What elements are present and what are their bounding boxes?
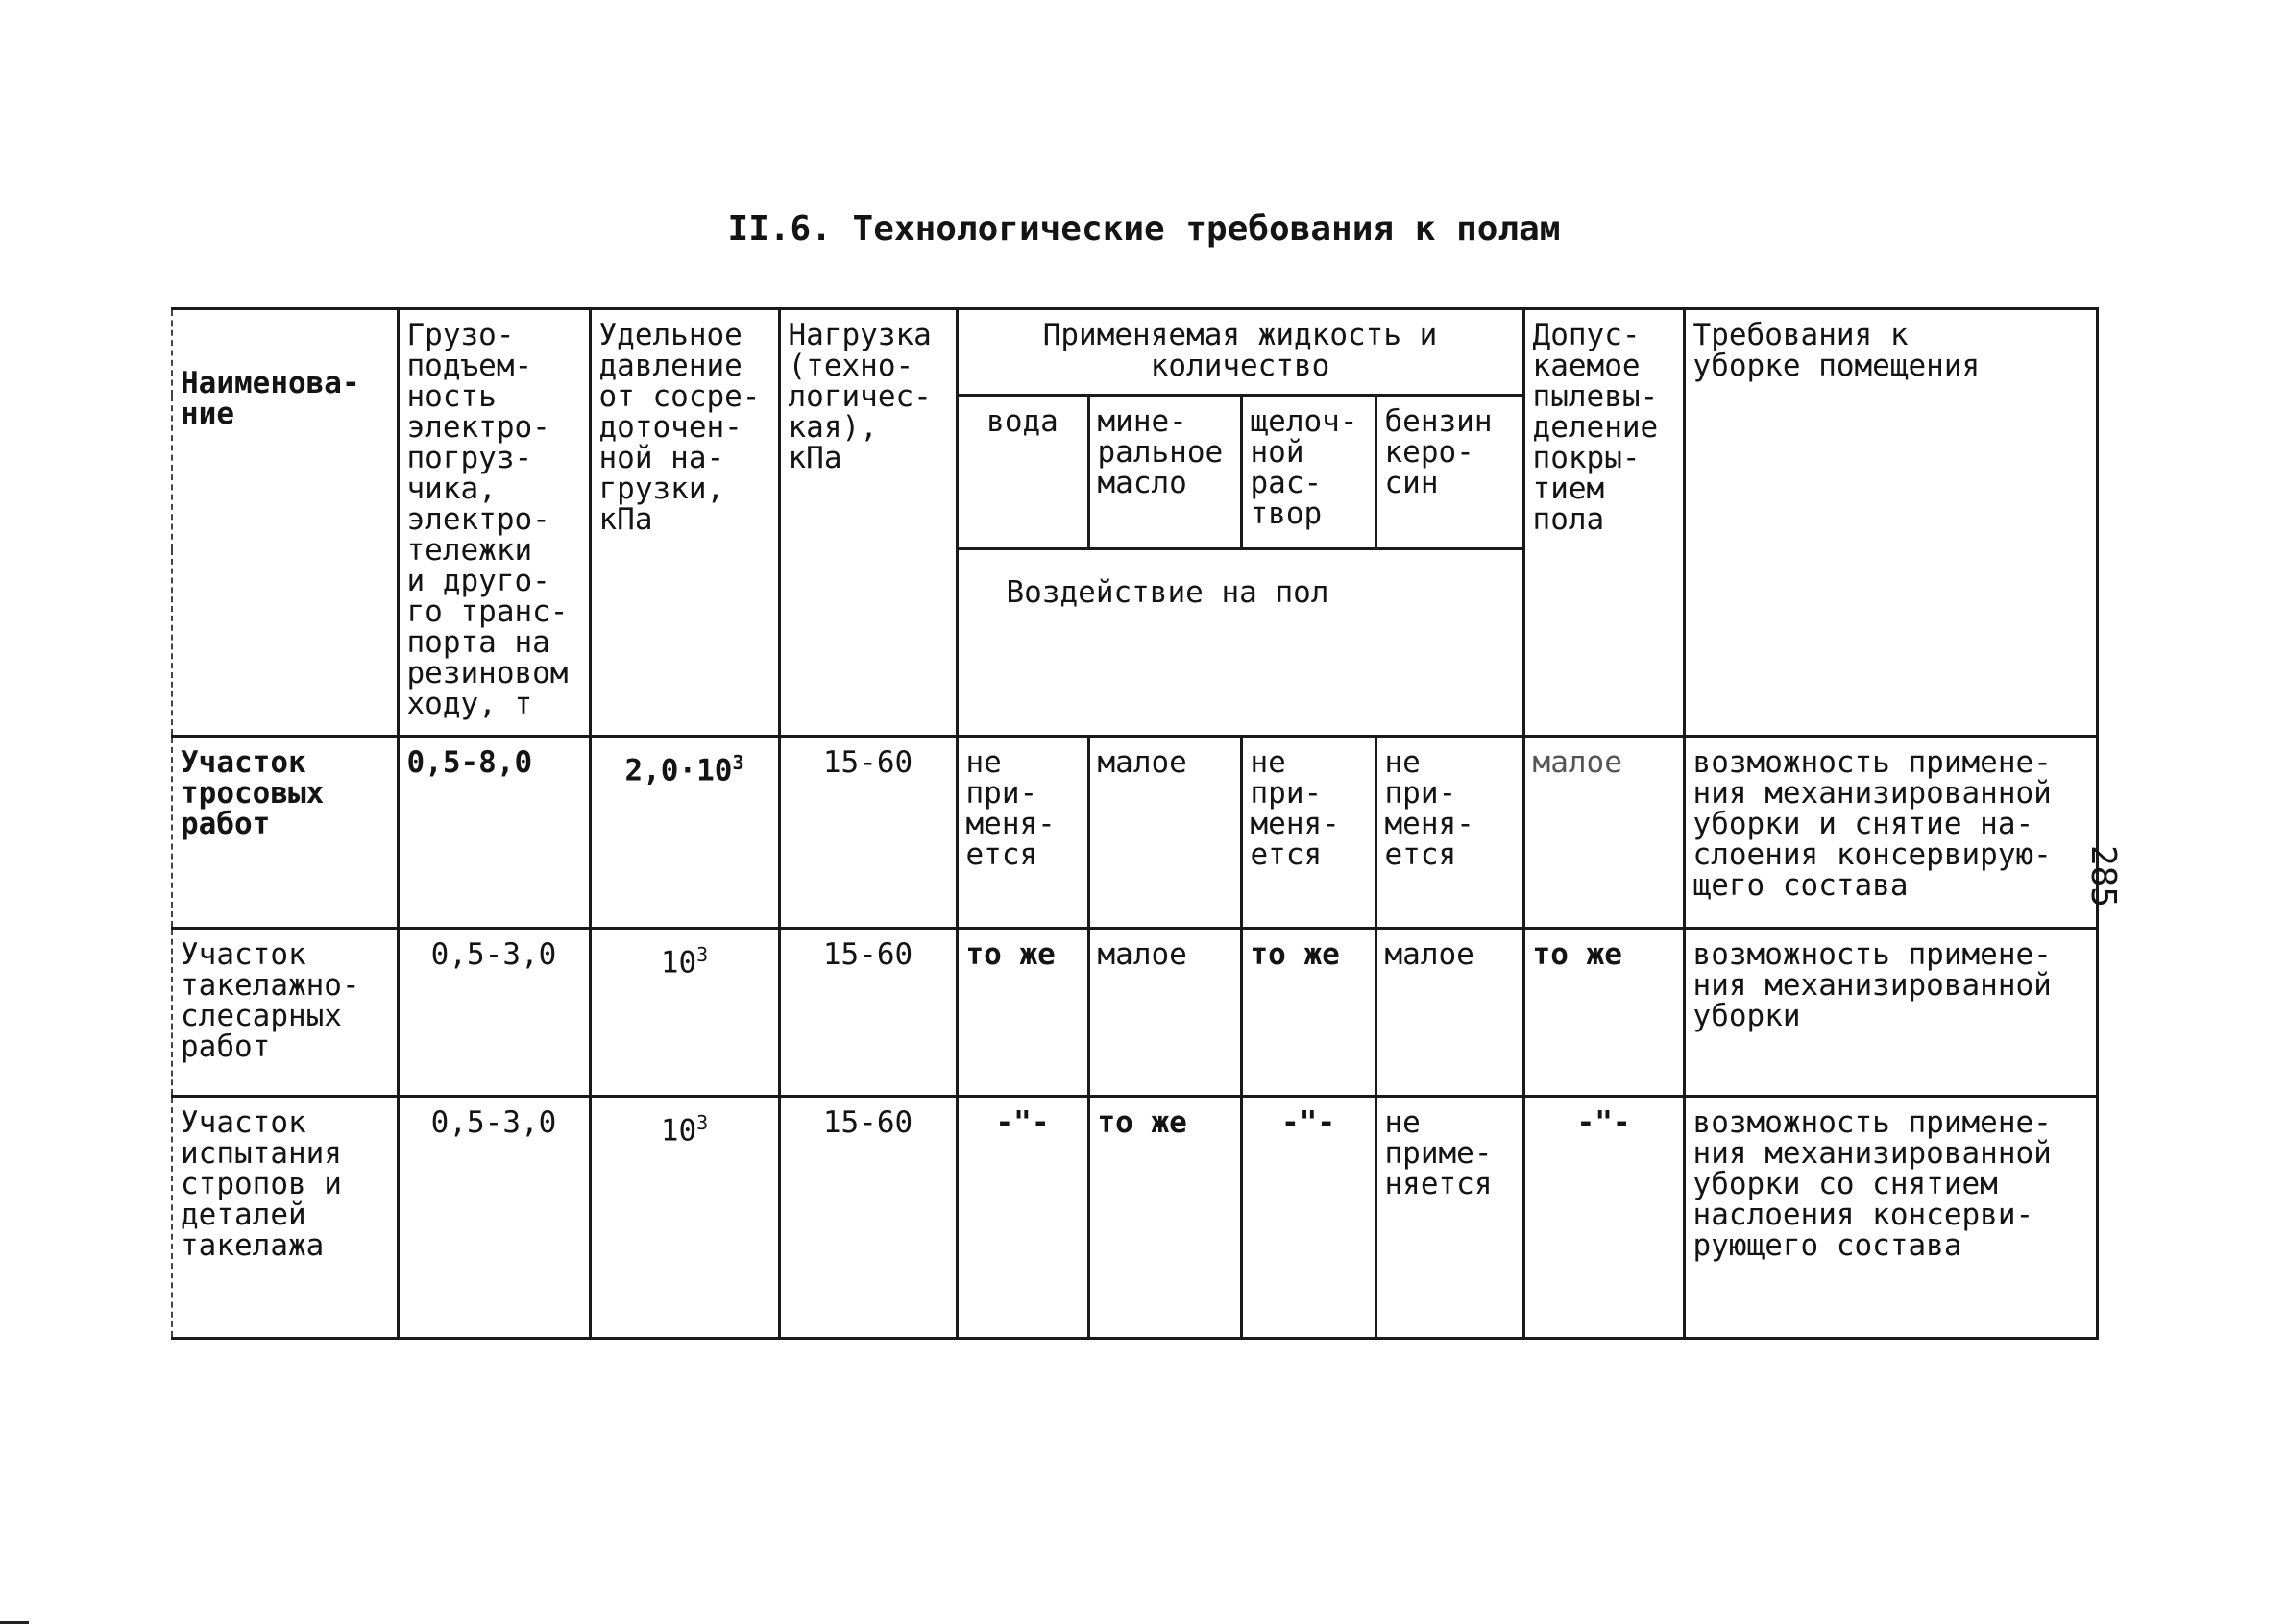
row-water-text: не при- меня- ется	[965, 745, 1056, 872]
requirements-table	[171, 307, 2099, 1340]
row-mineral-oil: малое	[1088, 929, 1241, 1097]
pressure-exp: 3	[696, 1111, 709, 1134]
page-number: 285	[2083, 845, 2123, 909]
table-row	[172, 929, 2097, 1097]
row-load: 15-60	[779, 737, 957, 929]
table-row	[172, 737, 2097, 929]
table-row	[172, 1097, 2097, 1339]
row-pressure	[590, 1097, 779, 1339]
header-pressure	[590, 309, 779, 737]
header-water-text: вода	[986, 404, 1059, 439]
header-impact	[957, 549, 1523, 737]
header-impact-text: Воздействие на пол	[1006, 575, 1329, 610]
header-water	[957, 396, 1088, 549]
row-petrol	[1375, 1097, 1523, 1339]
header-mineral-oil-text: мине- ральное масло	[1097, 404, 1224, 500]
row-capacity: 0,5-3,0	[398, 1097, 590, 1339]
row-water: то же	[957, 929, 1088, 1097]
row-name	[172, 1097, 398, 1339]
row-alkaline	[1241, 737, 1375, 929]
header-cleaning-text: Требования к уборке помещения	[1692, 318, 1981, 383]
header-capacity	[398, 309, 590, 737]
pressure-base: 2,0·10	[624, 753, 733, 788]
header-cleaning	[1684, 309, 2097, 737]
row-alkaline: то же	[1241, 929, 1375, 1097]
header-pressure-text: Удельное давление от сосре- доточен- ной на- грузки, кПа	[598, 318, 761, 537]
row-dust: то же	[1523, 929, 1684, 1097]
pressure-base: 10	[660, 945, 697, 981]
header-load-text: Нагрузка (техно- логичес- кая), кПа	[788, 318, 932, 475]
row-pressure	[590, 737, 779, 929]
header-capacity-text: Грузо- подъем- ность электро- погруз- чика, электро- тележки и друго- го транс- порта на резиновом ходу, т	[406, 318, 569, 721]
row-alkaline-text: не при- меня- ется	[1250, 745, 1340, 872]
pressure-exp: 3	[696, 943, 709, 966]
row-dust: -"-	[1523, 1097, 1684, 1339]
row-alkaline: -"-	[1241, 1097, 1375, 1339]
row-name-text: Участок тросовых работ	[181, 745, 325, 841]
row-name	[172, 737, 398, 929]
row-load: 15-60	[779, 1097, 957, 1339]
page-title: II.6. Технологические требования к полам	[727, 209, 1561, 249]
row-cleaning-text: возможность примене- ния механизированной уборки и снятие на- слоения консервирую- щего состава	[1692, 745, 2052, 903]
header-liquid-group-text: Применяемая жидкость и количество	[1042, 318, 1438, 383]
header-dust-text: Допус- каемое пылевы- деление покры- тием пола	[1532, 318, 1659, 537]
row-petrol-text: не при- меня- ется	[1384, 745, 1474, 872]
row-petrol: малое	[1375, 929, 1523, 1097]
header-alkaline	[1241, 396, 1375, 549]
row-cleaning	[1684, 737, 2097, 929]
row-mineral-oil: малое	[1088, 737, 1241, 929]
row-capacity: 0,5-3,0	[398, 929, 590, 1097]
row-cleaning-text: возможность примене- ния механизированной уборки	[1692, 937, 2052, 1033]
row-mineral-oil: то же	[1088, 1097, 1241, 1339]
row-load: 15-60	[779, 929, 957, 1097]
header-mineral-oil	[1088, 396, 1241, 549]
row-name-text: Участок испытания стропов и деталей такелажа	[181, 1105, 342, 1263]
row-capacity: 0,5-8,0	[398, 737, 590, 929]
row-name	[172, 929, 398, 1097]
header-dust	[1523, 309, 1684, 737]
pressure-base: 10	[660, 1113, 697, 1149]
header-alkaline-text: щелоч- ной рас- твор	[1250, 404, 1358, 531]
header-petrol-text: бензин керо- син	[1384, 404, 1493, 500]
row-cleaning-text: возможность примене- ния механизированной уборки со снятием наслоения консерви- рующего состава	[1692, 1105, 2052, 1263]
header-load	[779, 309, 957, 737]
row-water: -"-	[957, 1097, 1088, 1339]
pressure-exp: 3	[732, 751, 744, 774]
row-name-text: Участок такелажно- слесарных работ	[181, 937, 360, 1064]
header-name-text: Наименова- ние	[181, 366, 360, 431]
row-cleaning	[1684, 929, 2097, 1097]
row-cleaning	[1684, 1097, 2097, 1339]
row-petrol-text: не приме- няется	[1384, 1105, 1493, 1201]
header-liquid-group	[957, 309, 1523, 396]
row-petrol	[1375, 737, 1523, 929]
row-pressure	[590, 929, 779, 1097]
header-petrol	[1375, 396, 1523, 549]
row-water	[957, 737, 1088, 929]
header-name	[172, 309, 398, 737]
row-dust: малое	[1523, 737, 1684, 929]
